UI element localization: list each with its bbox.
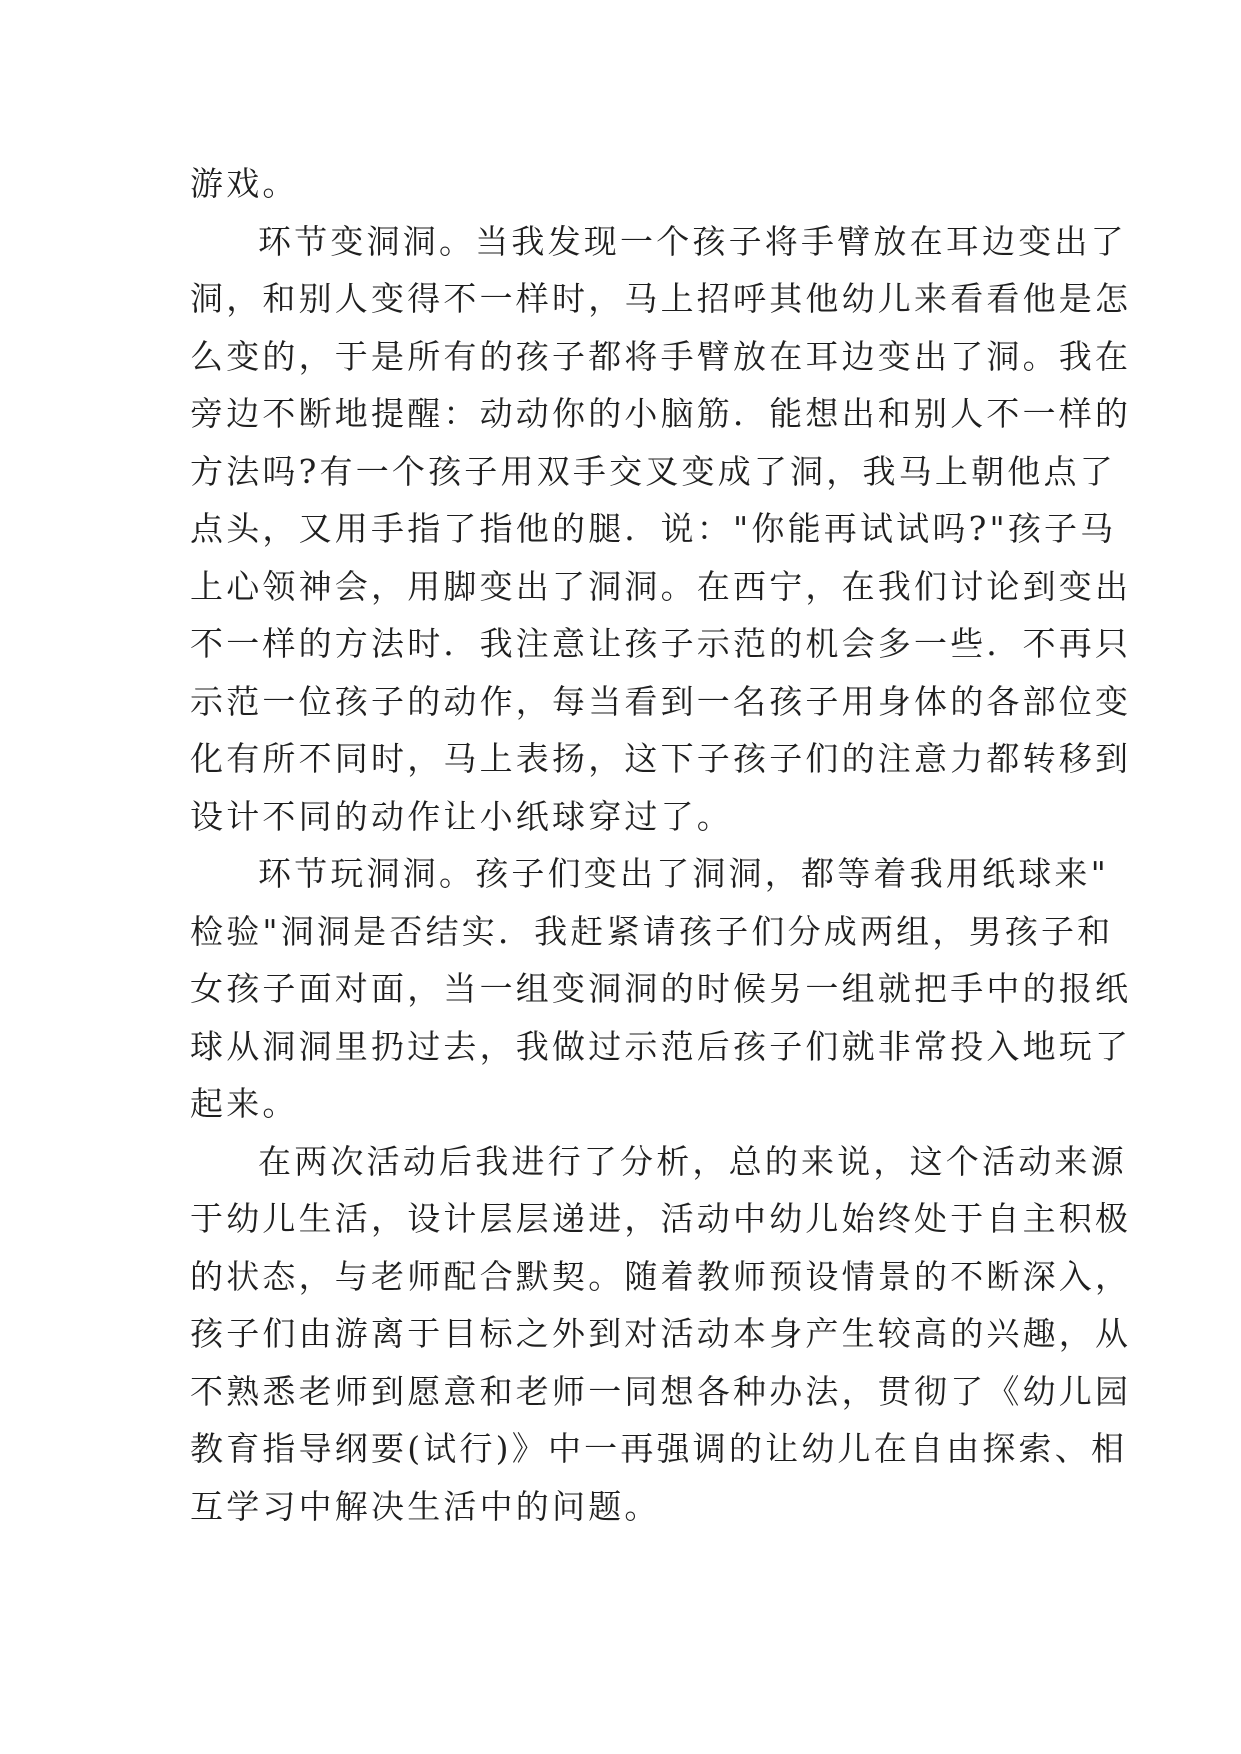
text-line: 于幼儿生活，设计层层递进，活动中幼儿始终处于自主积极 (190, 1199, 1132, 1238)
text-line: 女孩子面对面，当一组变洞洞的时候另一组就把手中的报纸 (190, 969, 1132, 1008)
body-text (190, 155, 1132, 1535)
text-line: 不一样的方法时．我注意让孩子示范的机会多一些．不再只 (190, 624, 1132, 663)
text-line: 示范一位孩子的动作，每当看到一名孩子用身体的各部位变 (190, 681, 1132, 721)
text-line: 旁边不断地提醒：动动你的小脑筋．能想出和别人不一样的 (190, 394, 1132, 433)
text-line: 孩子们由游离于目标之外到对活动本身产生较高的兴趣，从 (190, 1314, 1132, 1353)
text-line: 不熟悉老师到愿意和老师一同想各种办法，贯彻了《幼儿园 (190, 1371, 1132, 1411)
text-line: 设计不同的动作让小纸球穿过了。 (190, 796, 733, 836)
text-line: 么变的，于是所有的孩子都将手臂放在耳边变出了洞。我在 (190, 336, 1132, 376)
text-line: 上心领神会，用脚变出了洞洞。在西宁，在我们讨论到变出 (190, 566, 1132, 606)
text-line: 化有所不同时，马上表扬，这下子孩子们的注意力都转移到 (190, 739, 1132, 778)
text-line: 互学习中解决生活中的问题。 (190, 1486, 661, 1526)
text-line: 环节玩洞洞。孩子们变出了洞洞，都等着我用纸球来" (258, 854, 1109, 893)
text-line: 游戏。 (190, 164, 299, 203)
text-line: 教育指导纲要(试行)》中一再强调的让幼儿在自由探索、相 (190, 1429, 1128, 1468)
text-line: 起来。 (190, 1084, 299, 1123)
text-line: 检验"洞洞是否结实．我赶紧请孩子们分成两组，男孩子和 (190, 911, 1114, 951)
text-line: 在两次活动后我进行了分析，总的来说，这个活动来源 (258, 1141, 1127, 1181)
text-line: 的状态，与老师配合默契。随着教师预设情景的不断深入， (190, 1256, 1132, 1296)
text-line: 洞，和别人变得不一样时，马上招呼其他幼儿来看看他是怎 (190, 279, 1132, 318)
text-line: 球从洞洞里扔过去，我做过示范后孩子们就非常投入地玩了 (190, 1026, 1132, 1066)
text-line: 点头，又用手指了指他的腿．说："你能再试试吗?"孩子马 (190, 509, 1117, 548)
text-line: 环节变洞洞。当我发现一个孩子将手臂放在耳边变出了 (258, 221, 1127, 261)
text-line: 方法吗?有一个孩子用双手交叉变成了洞，我马上朝他点了 (190, 451, 1116, 491)
